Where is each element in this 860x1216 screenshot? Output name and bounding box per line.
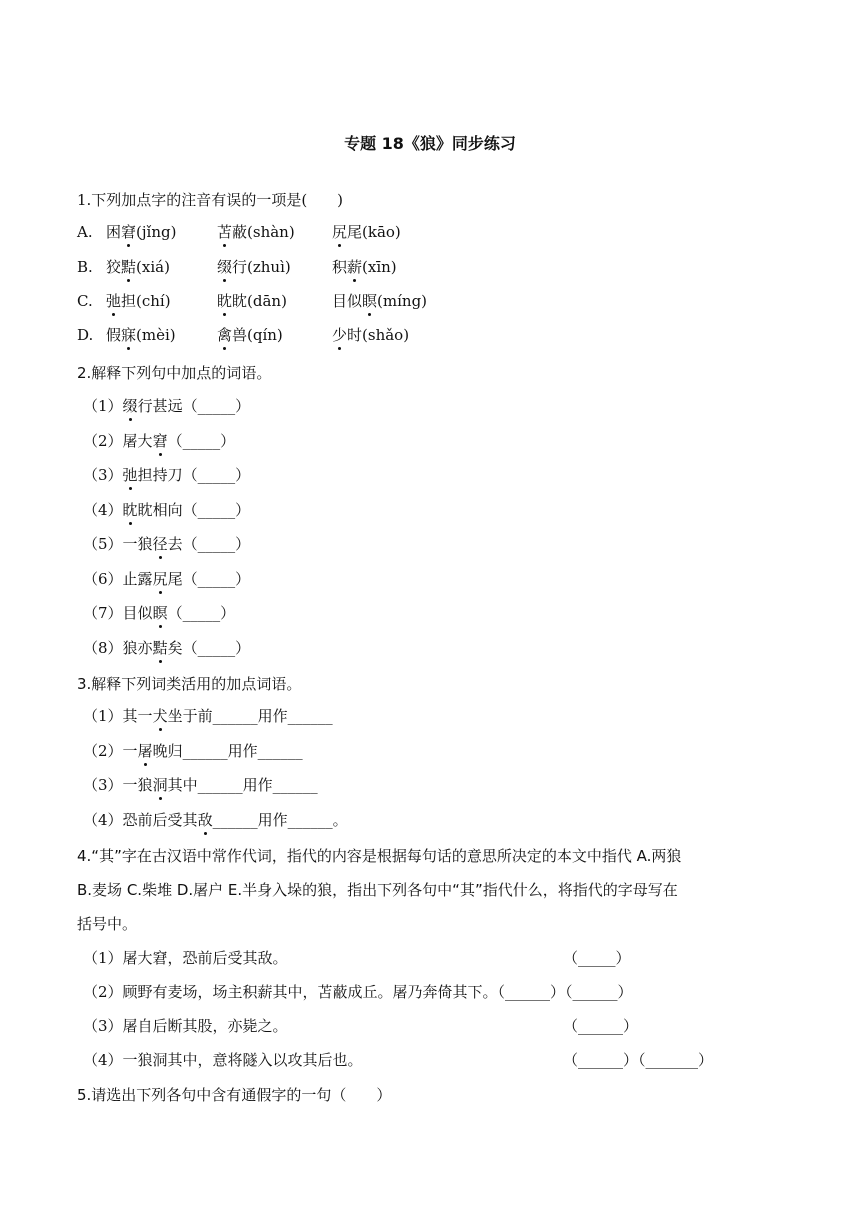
item-number: （2） <box>83 431 123 450</box>
item-text: 狼亦 <box>122 638 153 657</box>
item-number: （3） <box>83 466 123 484</box>
option-term <box>106 325 176 345</box>
item-text: 担持刀（_____） <box>137 466 251 484</box>
q3-item-4 <box>83 810 348 830</box>
option-term <box>106 222 176 242</box>
term-text: 狡 <box>106 258 122 276</box>
answer-blank: （______）（_______） <box>563 1051 714 1069</box>
dotted-char: 尻 <box>332 223 348 241</box>
dotted-char: 寐 <box>121 326 137 344</box>
item-number: （5） <box>83 535 123 553</box>
item-text: 其中______用作______ <box>167 776 318 794</box>
option-term <box>217 222 295 242</box>
item-text: 一狼 <box>122 535 153 553</box>
item-text: 矣（_____） <box>167 638 251 657</box>
option-letter: D. <box>77 326 94 344</box>
item-number: （3） <box>83 776 123 794</box>
item-number: （4） <box>83 810 123 829</box>
q3-item-3 <box>83 775 318 795</box>
item-text: （_____） <box>167 431 236 450</box>
option-term <box>106 257 170 277</box>
dotted-char: 眈 <box>217 292 233 310</box>
item-text: （1）屠大窘，恐前后受其敌。 <box>83 949 288 967</box>
term-text: 担(chí) <box>121 292 171 310</box>
dotted-char: 缀 <box>217 258 233 276</box>
item-text: 坐于前______用作______ <box>167 707 333 725</box>
q2-item-8 <box>83 638 250 658</box>
item-number: （1） <box>83 707 123 725</box>
dotted-char: 眈 <box>122 500 138 519</box>
q3-item-1 <box>83 706 333 726</box>
item-number: （7） <box>83 604 123 622</box>
dotted-char: 洞 <box>152 776 168 794</box>
item-text: 尾（_____） <box>167 569 251 588</box>
dotted-char: 尻 <box>152 569 168 588</box>
item-number: （6） <box>83 569 123 588</box>
option-letter: A. <box>77 223 93 241</box>
term-text: 兽(qín) <box>232 326 283 344</box>
item-text: 屠大 <box>122 431 153 450</box>
item-text: 恐前后受其 <box>122 810 198 829</box>
q1-stem: 1.下列加点字的注音有误的一项是( ) <box>77 191 344 209</box>
item-number: （2） <box>83 741 123 760</box>
option-term <box>106 291 171 311</box>
item-text: 晚归______用作______ <box>152 741 303 760</box>
dotted-char: 瞑 <box>362 292 378 310</box>
dotted-char: 薪 <box>347 258 363 276</box>
dotted-char: 窘 <box>121 223 137 241</box>
q4-item-3 <box>83 1016 783 1036</box>
item-text: 眈相向（_____） <box>137 500 251 519</box>
option-term <box>332 222 401 242</box>
q4-stem-line-2: B.麦场 C.柴堆 D.屠户 E.半身入垛的狼，指出下列各句中“其”指代什么，将指代的字母写在 <box>77 881 678 899</box>
dotted-char: 苫 <box>217 223 233 241</box>
q2-item-6 <box>83 569 250 589</box>
dotted-char: 瞑 <box>152 604 168 622</box>
q2-item-5 <box>83 534 250 554</box>
q1-option-d <box>77 325 777 345</box>
term-text: 尾(kāo) <box>347 223 401 241</box>
q2-stem: 2.解释下列句中加点的词语。 <box>77 364 272 382</box>
q2-item-7 <box>83 603 235 623</box>
term-text: 困 <box>106 223 122 241</box>
term-text: 眈(dān) <box>232 292 287 310</box>
q3-item-2 <box>83 741 303 761</box>
q4-stem-line-3: 括号中。 <box>77 915 138 933</box>
dotted-char: 窘 <box>152 431 168 450</box>
option-term <box>332 257 397 277</box>
q1-option-a <box>77 222 777 242</box>
dotted-char: 弛 <box>106 292 122 310</box>
item-text: 其一 <box>122 707 153 725</box>
term-text: (míng) <box>377 292 428 310</box>
q2-item-1 <box>83 396 250 416</box>
dotted-char: 敌 <box>197 810 213 829</box>
term-text: 假 <box>106 326 122 344</box>
q2-item-2 <box>83 431 235 451</box>
item-text: （4）一狼洞其中，意将隧入以攻其后也。 <box>83 1051 363 1069</box>
option-term <box>217 325 283 345</box>
q2-item-3 <box>83 465 250 485</box>
q4-item-2 <box>83 982 783 1002</box>
q4-item-1 <box>83 948 783 968</box>
dotted-char: 屠 <box>137 741 153 760</box>
term-text: 行(zhuì) <box>232 258 291 276</box>
option-term <box>332 291 427 311</box>
term-text: (xiá) <box>136 258 170 276</box>
q3-stem: 3.解释下列词类活用的加点词语。 <box>77 675 302 693</box>
item-number: （1） <box>83 397 123 415</box>
item-text: 一 <box>122 741 138 760</box>
dotted-char: 黠 <box>121 258 137 276</box>
item-number: （8） <box>83 638 123 657</box>
option-term <box>332 325 409 345</box>
option-term <box>217 291 287 311</box>
term-text: (xīn) <box>362 258 397 276</box>
q4-stem-line-1: 4.“其”字在古汉语中常作代词，指代的内容是根据每句话的意思所决定的本文中指代 A.两狼 <box>77 847 682 865</box>
item-text: 一狼 <box>122 776 153 794</box>
page-title: 专题 18《狼》同步练习 <box>344 134 516 153</box>
option-letter: C. <box>77 292 93 310</box>
dotted-char: 禽 <box>217 326 233 344</box>
item-text: 行甚远（_____） <box>137 397 251 415</box>
dotted-char: 黠 <box>152 638 168 657</box>
option-term <box>217 257 291 277</box>
q1-option-c <box>77 291 777 311</box>
term-text: 时(shǎo) <box>347 326 410 344</box>
item-text: （3）屠自后断其股，亦毙之。 <box>83 1017 288 1035</box>
item-text: 目似 <box>122 604 153 622</box>
q1-option-b <box>77 257 777 277</box>
term-text: 积 <box>332 258 348 276</box>
dotted-char: 缀 <box>122 397 138 415</box>
item-text: （_____） <box>167 604 236 622</box>
option-letter: B. <box>77 258 93 276</box>
dotted-char: 犬 <box>152 707 168 725</box>
q5-stem: 5.请选出下列各句中含有通假字的一句（ ） <box>77 1086 392 1104</box>
answer-blank: （______） <box>563 1017 639 1035</box>
item-text: ______用作______。 <box>212 810 348 829</box>
term-text: (jǐng) <box>136 223 177 241</box>
q4-item-4 <box>83 1050 783 1070</box>
item-text: 止露 <box>122 569 153 588</box>
item-text: 去（_____） <box>167 535 251 553</box>
q2-item-4 <box>83 500 250 520</box>
dotted-char: 弛 <box>122 466 138 484</box>
term-text: 目似 <box>332 292 363 310</box>
item-text: （2）顾野有麦场，场主积薪其中，苫蔽成丘。屠乃奔倚其下。（______）（______） <box>83 983 633 1001</box>
dotted-char: 少 <box>332 326 348 344</box>
item-number: （4） <box>83 500 123 519</box>
dotted-char: 径 <box>152 535 168 553</box>
term-text: (mèi) <box>136 326 176 344</box>
term-text: 蔽(shàn) <box>232 223 295 241</box>
answer-blank: （_____） <box>563 949 631 967</box>
